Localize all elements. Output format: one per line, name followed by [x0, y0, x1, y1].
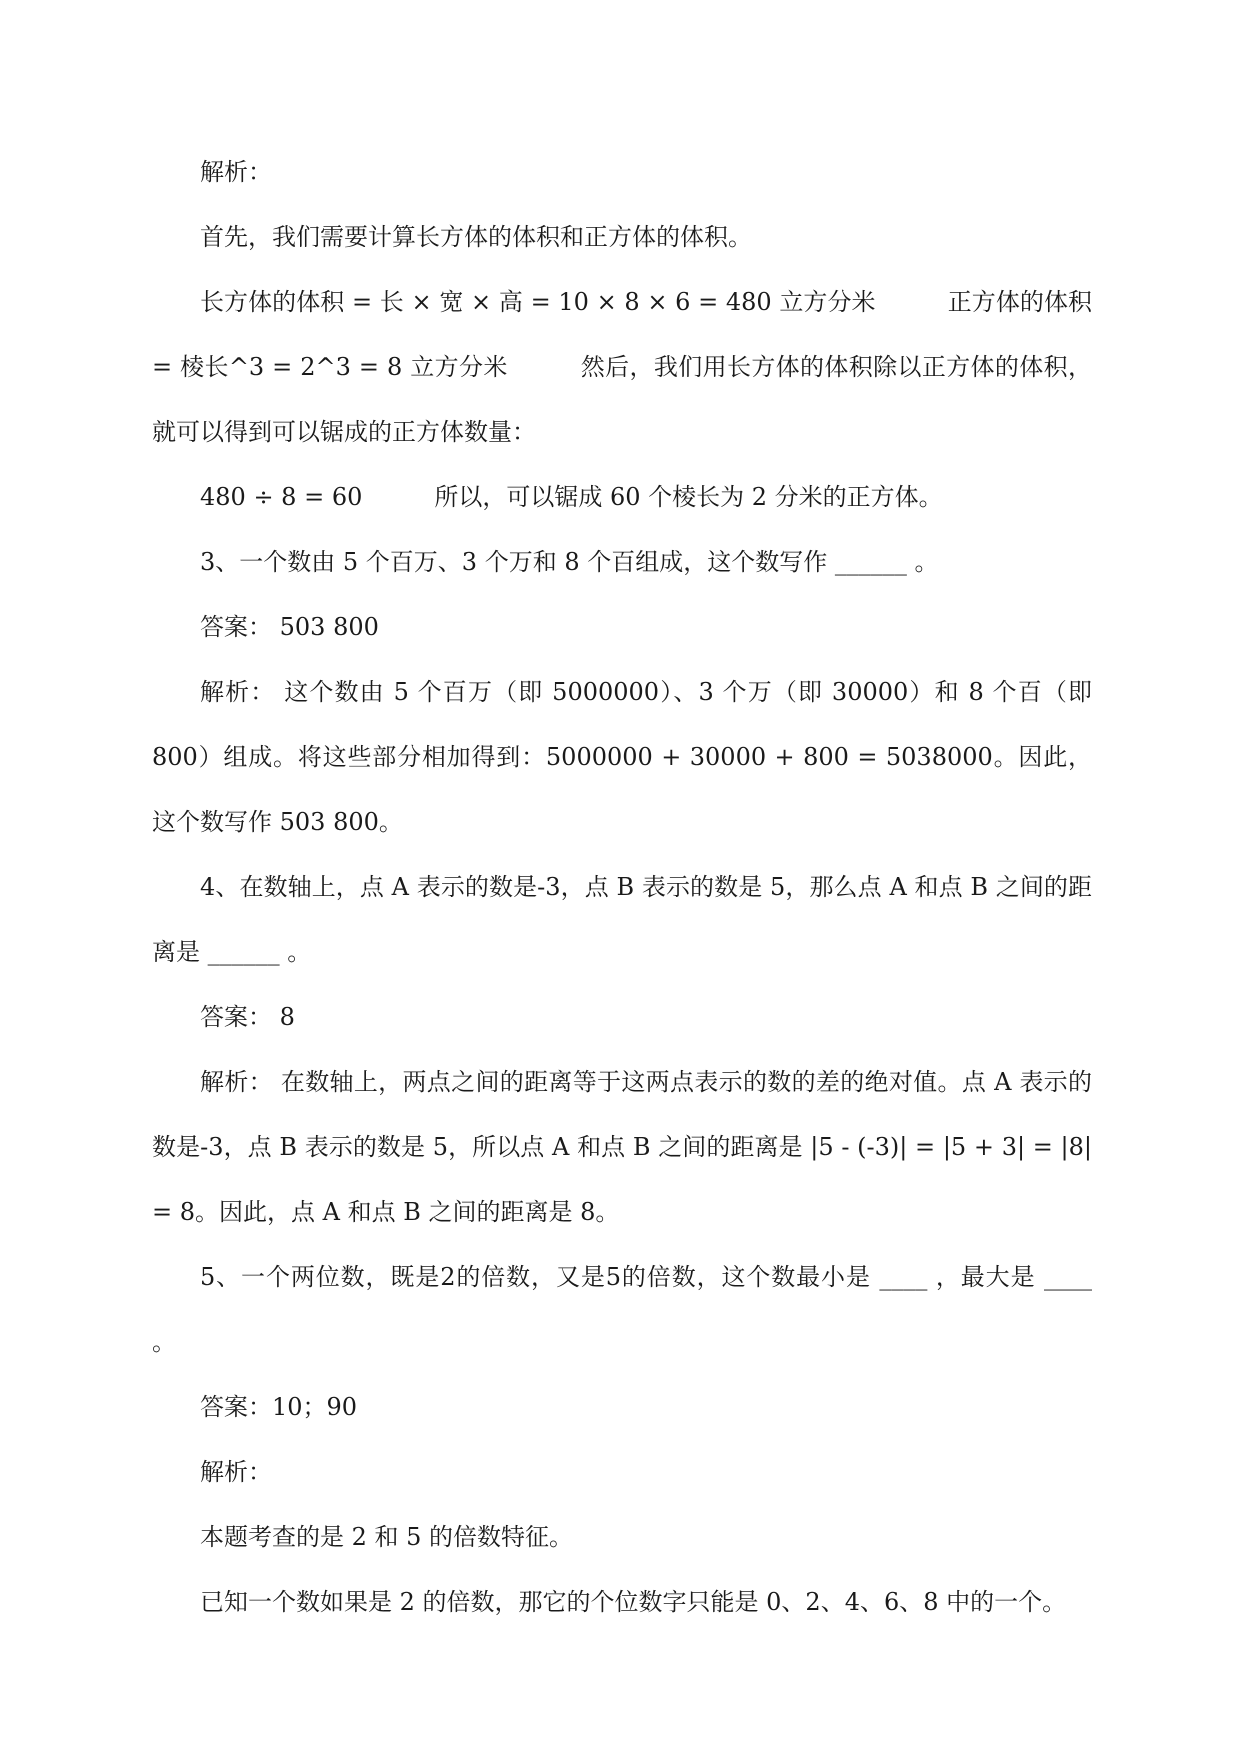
document-page	[152, 140, 1100, 1635]
question-5: 5、一个两位数，既是2的倍数，又是5的倍数，这个数最小是 ____ ，最大是 ____ 。	[152, 1263, 1100, 1356]
analysis-heading-5: 解析：	[200, 1458, 272, 1486]
analysis-5-topic: 本题考查的是 2 和 5 的倍数特征。	[200, 1523, 574, 1551]
answer-4: 答案： 8	[200, 1003, 295, 1031]
answer-3: 答案： 503 800	[200, 613, 379, 641]
question-4: 4、在数轴上，点 A 表示的数是-3，点 B 表示的数是 5，那么点 A 和点 B 之间的距离是 ______ 。	[152, 873, 1092, 966]
analysis-4: 解析： 在数轴上，两点之间的距离等于这两点表示的数的差的绝对值。点 A 表示的数是-3，点 B 表示的数是 5，所以点 A 和点 B 之间的距离是 |5 - (-3)| = |5 + 3| = |8| = 8。因此，点 A 和点 B 之间的距离是 8。	[152, 1068, 1100, 1226]
question-3: 3、一个数由 5 个百万、3 个万和 8 个百组成，这个数写作 ______ 。	[200, 548, 939, 576]
analysis-5-rule: 已知一个数如果是 2 的倍数，那它的个位数字只能是 0、2、4、6、8 中的一个。	[200, 1588, 1067, 1616]
analysis-heading-1: 解析：	[200, 158, 272, 186]
analysis-intro: 首先，我们需要计算长方体的体积和正方体的体积。	[200, 223, 752, 251]
volume-calculation: 长方体的体积 = 长 × 宽 × 高 = 10 × 8 × 6 = 480 立方分米 正方体的体积 = 棱长^3 = 2^3 = 8 立方分米 然后，我们用长方体的体积除以正方体的体积，就可以得到可以锯成的正方体数量：	[152, 288, 1100, 446]
analysis-3: 解析： 这个数由 5 个百万（即 5000000）、3 个万（即 30000）和 8 个百（即 800）组成。将这些部分相加得到：5000000 + 30000 + 800 = 5038000。因此，这个数写作 503 800。	[152, 678, 1100, 836]
answer-5: 答案：10；90	[200, 1393, 358, 1421]
division-result: 480 ÷ 8 = 60 所以，可以锯成 60 个棱长为 2 分米的正方体。	[200, 483, 943, 511]
